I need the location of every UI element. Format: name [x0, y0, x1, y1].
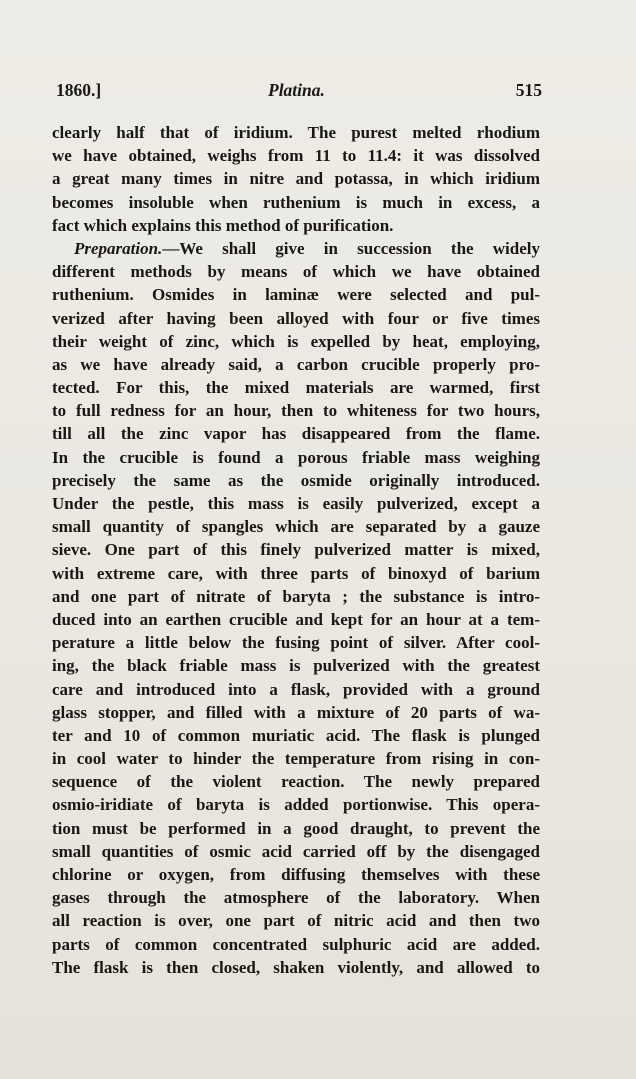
- text-line: all reaction is over, one part of nitric acid and then two: [52, 911, 540, 931]
- text-line: their weight of zinc, which is expelled by heat, employing,: [52, 331, 540, 351]
- text-line: [52, 237, 540, 260]
- running-head-year: 1860.]: [56, 80, 102, 100]
- text-line: ter and 10 of common muriatic acid. The flask is plunged: [52, 725, 540, 745]
- text-line: care and introduced into a flask, provided with a ground: [52, 679, 540, 699]
- text-line: clearly half that of iridium. The purest melted rhodium: [52, 123, 540, 142]
- text-line: chlorine or oxygen, from diffusing themselves with these: [52, 865, 540, 884]
- running-head-title: Platina.: [268, 80, 325, 100]
- text-line: small quantities of osmic acid carried off by the disengaged: [52, 841, 540, 861]
- text-line: in cool water to hinder the temperature from rising in con-: [52, 749, 540, 769]
- text-line: small quantity of spangles which are separated by a gauze: [52, 517, 540, 537]
- text-line: precisely the same as the osmide originally introduced.: [52, 470, 540, 490]
- text-line: a great many times in nitre and potassa, in which iridium: [52, 169, 540, 189]
- text-line: sieve. One part of this finely pulverized matter is mixed,: [52, 540, 540, 560]
- text-line: verized after having been alloyed with four or five times: [52, 308, 540, 328]
- text-line: to full redness for an hour, then to whiteness for two hours,: [52, 401, 540, 421]
- text-line: osmio-iridiate of baryta is added portionwise. This opera-: [52, 795, 540, 815]
- text-line: In the crucible is found a porous friable mass weighing: [52, 447, 540, 467]
- text-line: becomes insoluble when ruthenium is much in excess, a: [52, 192, 540, 212]
- text-line: parts of common concentrated sulphuric acid are added.: [52, 934, 540, 954]
- text-line: and one part of nitrate of baryta ; the substance is intro-: [52, 586, 540, 606]
- paragraph-1: [52, 121, 540, 237]
- text-line: The flask is then closed, shaken violently, and allowed to: [52, 957, 540, 977]
- body-text: [52, 121, 540, 979]
- text-line: different methods by means of which we have obtained: [52, 262, 540, 282]
- text-line: tion must be performed in a good draught, to prevent the: [52, 818, 540, 838]
- page-number: 515: [515, 80, 542, 100]
- text-line: glass stopper, and filled with a mixture of 20 parts of wa-: [52, 702, 540, 722]
- text-line: till all the zinc vapor has disappeared from the flame.: [52, 424, 540, 444]
- text-line: sequence of the violent reaction. The newly prepared: [52, 772, 540, 792]
- paragraph-2: [52, 237, 540, 979]
- text-line: fact which explains this method of purification.: [52, 215, 394, 235]
- text-line: duced into an earthen crucible and kept for an hour at a tem-: [52, 609, 540, 629]
- text-line: gases through the atmosphere of the laboratory. When: [52, 888, 540, 908]
- text-line: Under the pestle, this mass is easily pulverized, except a: [52, 494, 540, 513]
- text-line: tected. For this, the mixed materials are warmed, first: [52, 378, 540, 398]
- text-line: ing, the black friable mass is pulverized with the greatest: [52, 656, 540, 676]
- section-heading-preparation: Preparation.: [74, 238, 163, 258]
- text-line: perature a little below the fusing point of silver. After cool-: [52, 633, 540, 653]
- text-line: ruthenium. Osmides in laminæ were selected and pul-: [52, 285, 540, 305]
- text-line: we have obtained, weighs from 11 to 11.4: it was dissolved: [52, 146, 540, 166]
- text-line: as we have already said, a carbon crucible properly pro-: [52, 354, 540, 374]
- running-head: [56, 80, 542, 104]
- text-line: with extreme care, with three parts of binoxyd of barium: [52, 563, 540, 583]
- text-line-rest: —We shall give in succession the widely: [162, 238, 540, 258]
